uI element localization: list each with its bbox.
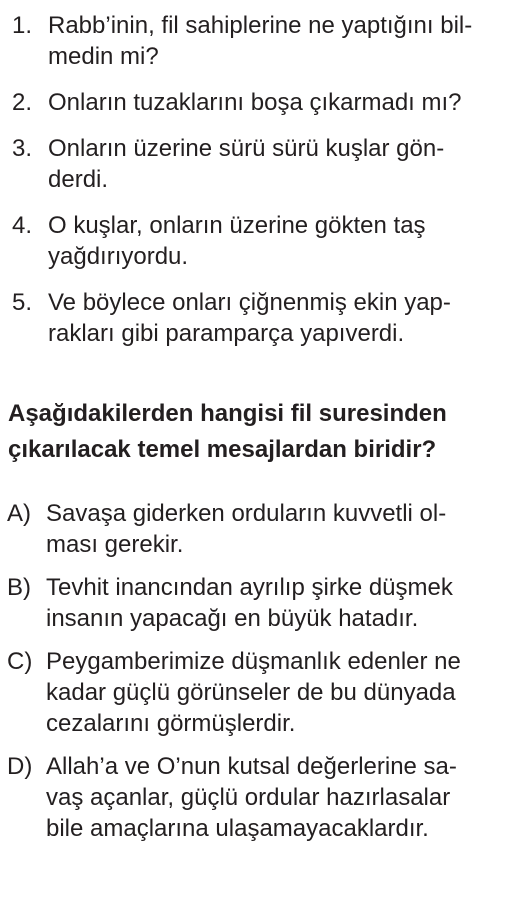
verse-line: O kuşlar, onların üzerine gökten taş bbox=[48, 212, 426, 239]
option-line: Tevhit inancından ayrılıp şirke düşmek bbox=[46, 574, 453, 601]
verse-text bbox=[48, 210, 527, 272]
verse-line: Ve böylece onları çiğnenmiş ekin yap- bbox=[48, 289, 451, 316]
option-a[interactable] bbox=[0, 498, 527, 560]
verse-item bbox=[0, 287, 527, 349]
option-text bbox=[46, 646, 527, 739]
option-b[interactable] bbox=[0, 572, 527, 634]
option-label: A) bbox=[7, 500, 31, 527]
verse-item bbox=[0, 133, 527, 195]
question-line: Aşağıdakilerden hangisi fil suresinden bbox=[8, 400, 447, 427]
verse-number: 3. bbox=[12, 135, 33, 162]
option-text bbox=[46, 751, 527, 844]
question-stem bbox=[8, 396, 523, 468]
option-line: cezalarını görmüşlerdir. bbox=[46, 710, 296, 737]
option-label: B) bbox=[7, 574, 31, 601]
verse-line: Onların tuzaklarını boşa çıkarmadı mı? bbox=[48, 89, 462, 116]
option-line: kadar güçlü görünseler de bu dünyada bbox=[46, 679, 456, 706]
option-line: bile amaçlarına ulaşamayacaklardır. bbox=[46, 815, 429, 842]
option-text bbox=[46, 498, 527, 560]
option-text bbox=[46, 572, 527, 634]
option-line: vaş açanlar, güçlü ordular hazırlasalar bbox=[46, 784, 451, 811]
option-line: Peygamberimize düşmanlık edenler ne bbox=[46, 648, 461, 675]
option-line: insanın yapacağı en büyük hatadır. bbox=[46, 605, 419, 632]
option-label: C) bbox=[7, 648, 33, 675]
verse-text bbox=[48, 10, 527, 72]
verse-number: 4. bbox=[12, 212, 33, 239]
verse-text bbox=[48, 87, 527, 118]
answer-options bbox=[0, 498, 527, 856]
verse-line: rakları gibi paramparça yapıverdi. bbox=[48, 320, 405, 347]
option-c[interactable] bbox=[0, 646, 527, 739]
verse-number: 1. bbox=[12, 12, 33, 39]
verse-number: 5. bbox=[12, 289, 33, 316]
verse-list bbox=[0, 10, 527, 364]
option-d[interactable] bbox=[0, 751, 527, 844]
verse-item bbox=[0, 87, 527, 118]
verse-item bbox=[0, 10, 527, 72]
verse-line: yağdırıyordu. bbox=[48, 243, 189, 270]
verse-line: Rabb’inin, fil sahiplerine ne yaptığını bil- bbox=[48, 12, 473, 39]
option-line: Savaşa giderken orduların kuvvetli ol- bbox=[46, 500, 447, 527]
option-label: D) bbox=[7, 753, 33, 780]
verse-line: Onların üzerine sürü sürü kuşlar gön- bbox=[48, 135, 445, 162]
verse-text bbox=[48, 133, 527, 195]
verse-line: medin mi? bbox=[48, 43, 159, 70]
verse-line: derdi. bbox=[48, 166, 109, 193]
question-line: çıkarılacak temel mesajlardan biridir? bbox=[8, 436, 437, 463]
option-line: Allah’a ve O’nun kutsal değerlerine sa- bbox=[46, 753, 457, 780]
verse-item bbox=[0, 210, 527, 272]
verse-number: 2. bbox=[12, 89, 33, 116]
option-line: ması gerekir. bbox=[46, 531, 184, 558]
verse-text bbox=[48, 287, 527, 349]
